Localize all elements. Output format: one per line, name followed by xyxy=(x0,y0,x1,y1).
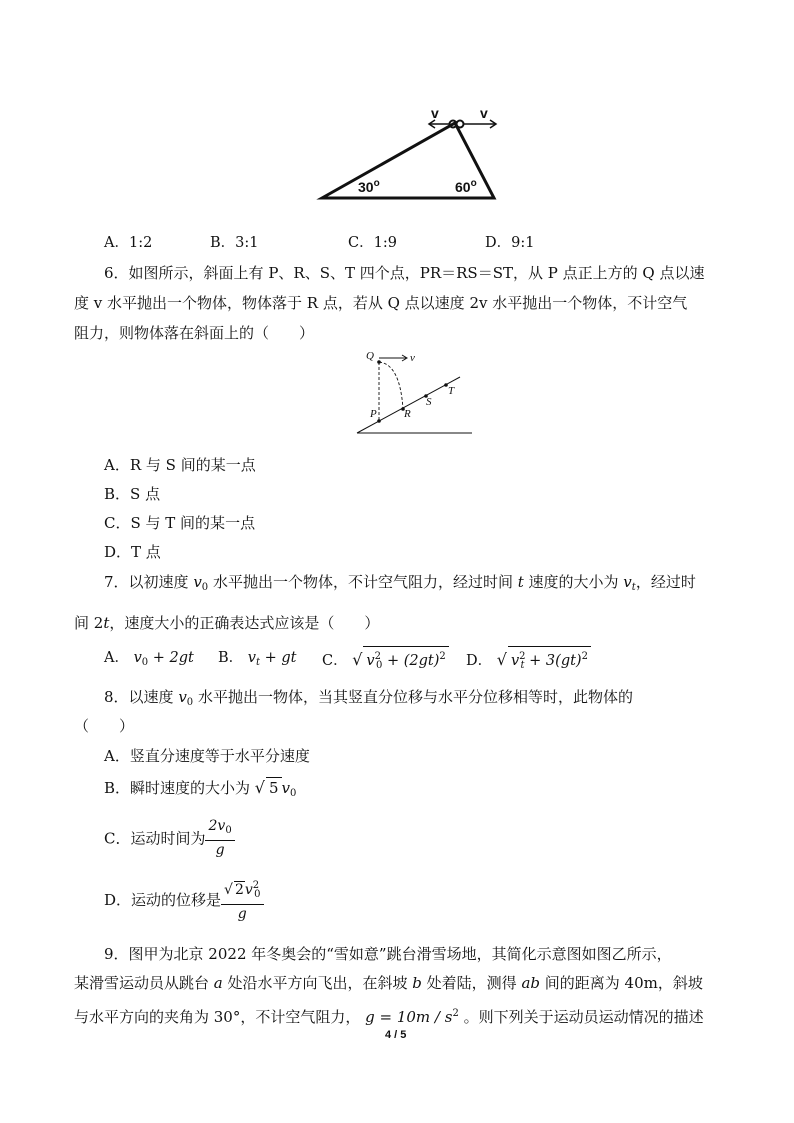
q6-label-R: R xyxy=(404,408,411,420)
q6-option-a: A．R 与 S 间的某一点 xyxy=(104,456,256,474)
q5-velocity-left: v xyxy=(431,105,439,121)
page-number: 4 / 5 xyxy=(385,1029,407,1041)
q5-angle-left: 30$^o$ xyxy=(358,178,380,195)
q5-option-c: C．1:9 xyxy=(348,235,397,251)
q9-line-3: 与水平方向的夹角为 30°，不计空气阻力， $g = 10m / s^2$ 。则下列关于运动员运动情况的描述 xyxy=(74,1008,704,1026)
q6-label-Q: Q xyxy=(366,350,374,362)
ball-right xyxy=(457,121,464,128)
q8-line-1: 8．以速度 $v_0$ 水平抛出一物体，当其竖直分位移与水平分位移相等时，此物体的 xyxy=(104,688,633,708)
q5-velocity-right: v xyxy=(480,105,488,121)
q8-option-d: D．运动的位移是 $\frac{√ 2v^2_0}{g}$ xyxy=(104,877,264,923)
q6-incline-figure xyxy=(350,350,480,440)
dashed-trajectory xyxy=(379,362,403,409)
q6-label-S: S xyxy=(426,396,432,408)
q7-option-b: B． $v_t$ + gt xyxy=(218,650,297,668)
q6-option-d: D．T 点 xyxy=(104,543,161,561)
point-P xyxy=(377,419,381,423)
q9-line-2: 某滑雪运动员从跳台 a 处沿水平方向飞出，在斜坡 b 处着陆，测得 ab 间的距离为 40m，斜坡 xyxy=(74,974,703,992)
q6-line-2: 度 v 水平抛出一个物体，物体落于 R 点，若从 Q 点以速度 2v 水平抛出一个物体，不计空气 xyxy=(74,294,688,312)
q5-angle-right: 60$^o$ xyxy=(455,178,477,195)
q9-line-1: 9．图甲为北京 2022 年冬奥会的“雪如意”跳台滑雪场地，其简化示意图如图乙所示， xyxy=(104,945,672,963)
q6-line-1: 6．如图所示，斜面上有 P、R、S、T 四个点，PR＝RS＝ST，从 P 点正上方的 Q 点以速 xyxy=(104,264,705,282)
q7-option-d: D． √ $v^2_t + 3(gt)^2$ xyxy=(466,646,591,676)
q8-line-2: （ ） xyxy=(74,717,135,735)
q8-option-c: C．运动时间为 $\frac{2v_0}{g}$ xyxy=(104,818,235,859)
q8-option-a: A．竖直分速度等于水平分速度 xyxy=(104,747,310,765)
q7-line-2: 间 2t，速度大小的正确表达式应该是（ ） xyxy=(74,614,380,632)
q7-option-a: A． $v_0 + 2gt$ xyxy=(104,650,194,668)
q5-option-a: A．1:2 xyxy=(104,235,153,251)
q6-option-c: C．S 与 T 间的某一点 xyxy=(104,514,256,532)
q6-label-T: T xyxy=(448,385,455,397)
q5-option-d: D．9:1 xyxy=(485,235,535,251)
q6-label-v: v xyxy=(410,352,415,364)
point-Q xyxy=(377,360,381,364)
q6-option-b: B．S 点 xyxy=(104,485,161,503)
q7-line-1: 7．以初速度 $v_0$ 水平抛出一个物体，不计空气阻力，经过时间 t 速度的大小为 $v_t$，经过时 xyxy=(104,573,696,593)
q6-label-P: P xyxy=(370,408,377,420)
q5-option-b: B．3:1 xyxy=(210,235,259,251)
q8-option-b: B．瞬时速度的大小为 √ 5 $v_0$ xyxy=(104,778,297,799)
q6-line-3: 阻力，则物体落在斜面上的（ ） xyxy=(74,324,315,342)
q7-option-c: C． √ $v^2_0 + (2gt)^2$ xyxy=(322,646,449,676)
